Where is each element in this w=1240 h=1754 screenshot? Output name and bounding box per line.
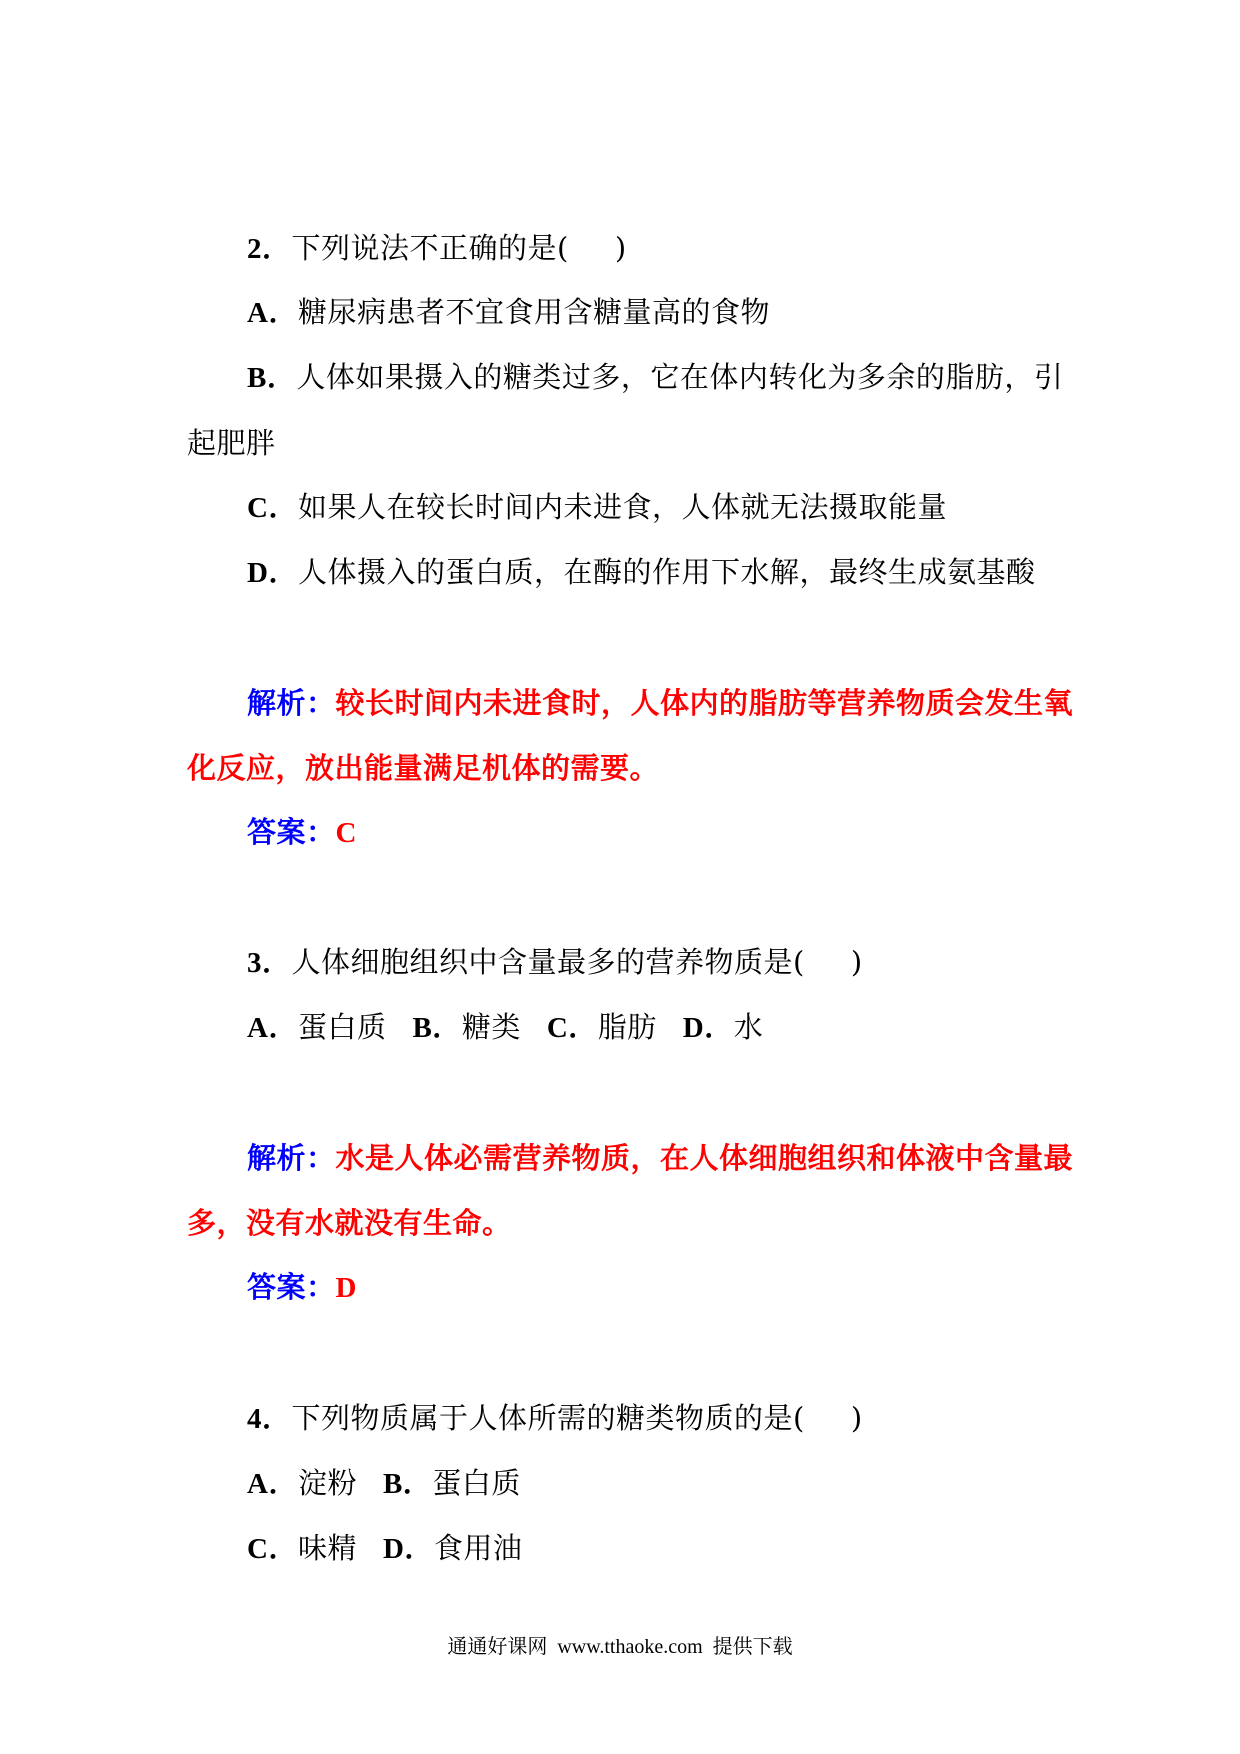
q2-analysis [247, 683, 1073, 723]
q4-option-c-label: C． [247, 1533, 298, 1565]
q2-option-c-text: 如果人在较长时间内未进食，人体就无法摄取能量 [297, 490, 947, 524]
q3-answer [247, 1267, 357, 1308]
q3-option-a-text: 蛋白质 [297, 1010, 387, 1044]
footer-site-name: 通通好课网 [447, 1634, 548, 1658]
q2-stem-text: 下列说法不正确的是( [291, 231, 569, 265]
q2-answer [247, 812, 357, 853]
q2-stem [247, 228, 627, 269]
q3-analysis [247, 1138, 1073, 1178]
q4-option-a-text: 淀粉 [297, 1466, 357, 1500]
q2-option-b-continuation [187, 423, 276, 463]
q2-number: 2． [247, 233, 292, 265]
q2-option-d-text: 人体摄入的蛋白质，在酶的作用下水解，最终生成氨基酸 [297, 555, 1036, 589]
q4-option-b-label: B． [382, 1468, 433, 1500]
footer-url[interactable]: www.tthaoke.com [557, 1636, 703, 1658]
q4-option-b-text: 蛋白质 [432, 1466, 521, 1500]
q4-options-ab [247, 1463, 521, 1504]
q3-option-b-label: B． [412, 1012, 462, 1044]
q3-option-c-label: C． [546, 1012, 598, 1044]
q3-stem-text: 人体细胞组织中含量最多的营养物质是( [291, 945, 805, 979]
q4-number: 4． [247, 1403, 292, 1435]
q3-analysis-continuation [187, 1203, 512, 1243]
q2-analysis-continuation [187, 748, 659, 788]
q4-option-d-label: D． [382, 1533, 434, 1565]
q3-close-paren: ) [850, 945, 863, 979]
q3-analysis-line2: 多，没有水就没有生命。 [187, 1206, 512, 1240]
q2-option-a [247, 292, 770, 333]
q2-option-a-label: A． [247, 297, 298, 329]
q2-option-a-text: 糖尿病患者不宜食用含糖量高的食物 [297, 295, 770, 329]
q2-option-c [247, 487, 947, 528]
q3-number: 3． [247, 947, 292, 979]
q2-option-d [247, 552, 1035, 593]
q3-option-d-text: 水 [733, 1010, 764, 1044]
q3-option-c-text: 脂肪 [597, 1010, 657, 1044]
q2-option-d-label: D． [247, 557, 298, 589]
q2-answer-label: 答案： [247, 815, 336, 849]
q2-option-b-text-line2: 起肥胖 [187, 426, 276, 460]
q4-options-cd [247, 1528, 522, 1569]
page-footer [0, 1632, 1240, 1661]
q4-option-d-text: 食用油 [433, 1531, 523, 1565]
q2-close-paren: ) [614, 231, 627, 265]
q2-analysis-line1: 较长时间内未进食时，人体内的脂肪等营养物质会发生氧 [335, 686, 1074, 720]
q3-options [247, 1007, 763, 1048]
q4-option-c-text: 味精 [297, 1531, 357, 1565]
q3-option-d-label: D． [682, 1012, 734, 1044]
q3-option-a-label: A． [247, 1012, 298, 1044]
q4-close-paren: ) [850, 1401, 863, 1435]
q3-answer-label: 答案： [247, 1270, 336, 1304]
q3-stem [247, 942, 863, 983]
q4-stem [247, 1398, 863, 1439]
q3-answer-value: D [335, 1272, 357, 1304]
q4-stem-text: 下列物质属于人体所需的糖类物质的是( [291, 1401, 805, 1435]
footer-tail: 提供下载 [712, 1634, 793, 1658]
q3-option-b-text: 糖类 [461, 1010, 521, 1044]
q3-analysis-label: 解析： [247, 1141, 336, 1175]
q3-analysis-line1: 水是人体必需营养物质，在人体细胞组织和体液中含量最 [335, 1141, 1074, 1175]
q2-option-b-label: B． [247, 362, 297, 394]
q2-option-b [247, 357, 1063, 398]
q2-option-b-text-line1: 人体如果摄入的糖类过多，它在体内转化为多余的脂肪，引 [296, 360, 1064, 394]
q2-analysis-line2: 化反应，放出能量满足机体的需要。 [187, 751, 660, 785]
q4-option-a-label: A． [247, 1468, 298, 1500]
q2-answer-value: C [335, 817, 357, 849]
q2-analysis-label: 解析： [247, 686, 336, 720]
q2-option-c-label: C． [247, 492, 298, 524]
